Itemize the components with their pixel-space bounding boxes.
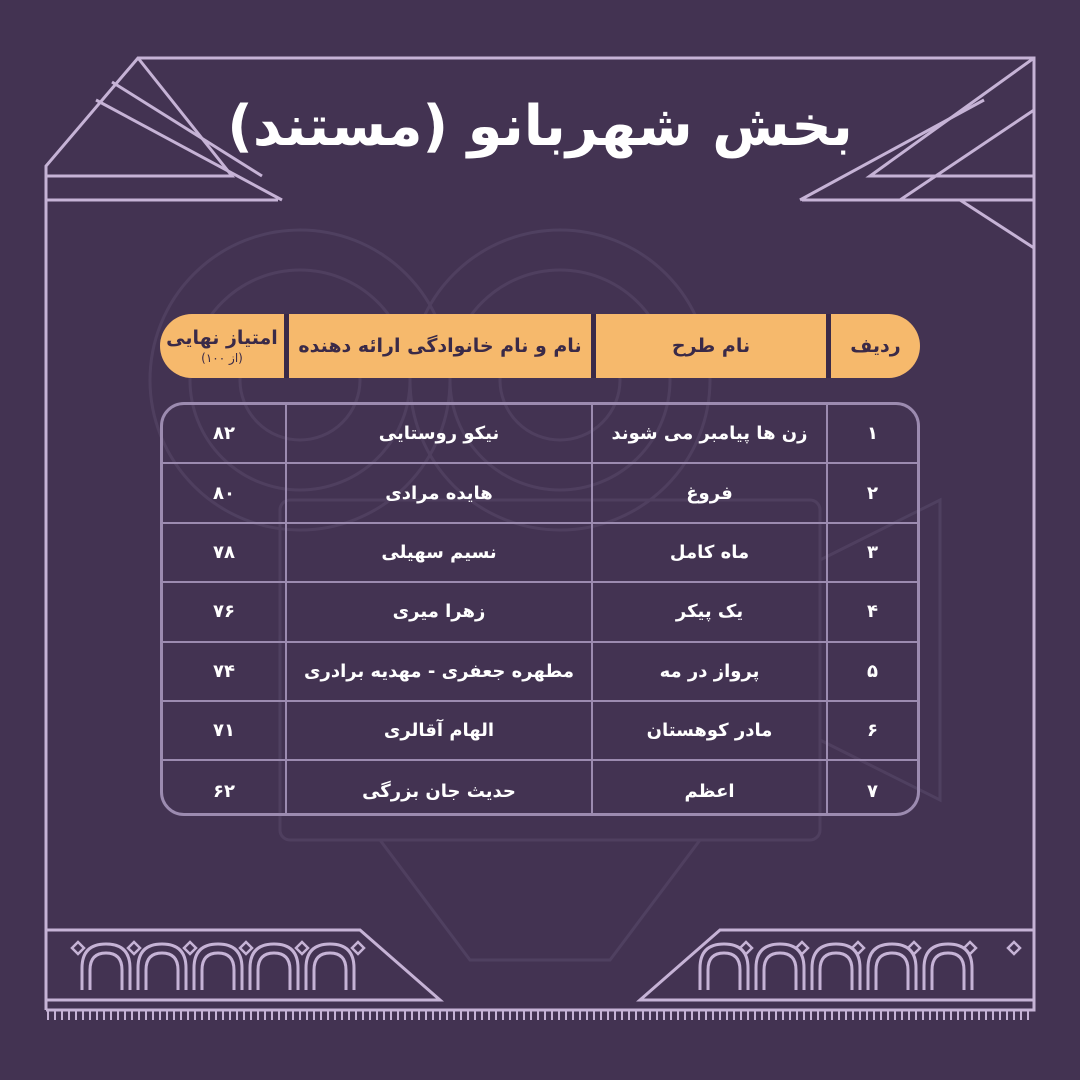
- cell-name: حدیث جان بزرگی: [285, 761, 591, 816]
- header-rank: ردیف: [850, 335, 901, 357]
- cell-plan: یک پیکر: [591, 583, 826, 640]
- cell-name: نیکو روستایی: [285, 405, 591, 462]
- cell-name: زهرا میری: [285, 583, 591, 640]
- cell-rank: ۱: [826, 405, 917, 462]
- table-row: [163, 583, 917, 642]
- cell-name: مطهره جعفری - مهدیه برادری: [285, 643, 591, 700]
- cell-plan: زن ها پیامبر می شوند: [591, 405, 826, 462]
- cell-plan: فروغ: [591, 464, 826, 521]
- cell-rank: ۳: [826, 524, 917, 581]
- header-plan: نام طرح: [671, 335, 751, 357]
- table-header: [160, 314, 920, 378]
- cell-score: ۶۲: [213, 780, 235, 802]
- cell-rank: ۶: [826, 702, 917, 759]
- results-table: [160, 402, 920, 816]
- table-row: [163, 761, 917, 816]
- table-row: [163, 702, 917, 761]
- table-row: [163, 405, 917, 464]
- cell-rank: ۵: [826, 643, 917, 700]
- cell-name: الهام آقالری: [285, 702, 591, 759]
- cell-name: نسیم سهیلی: [285, 524, 591, 581]
- header-score-label: امتیاز نهایی: [166, 327, 278, 349]
- cell-plan: اعظم: [591, 761, 826, 816]
- cell-plan: مادر کوهستان: [591, 702, 826, 759]
- header-score-sub: (از ۱۰۰): [201, 351, 243, 365]
- page-title: بخش شهربانو (مستند): [227, 94, 853, 159]
- cell-score: ۷۱: [213, 720, 235, 742]
- cell-score: ۷۸: [213, 541, 235, 563]
- cell-rank: ۴: [826, 583, 917, 640]
- cell-score: ۸۲: [213, 423, 235, 445]
- cell-rank: ۷: [826, 761, 917, 816]
- cell-score: ۸۰: [213, 482, 235, 504]
- cell-score: ۷۶: [213, 601, 235, 623]
- cell-plan: ماه کامل: [591, 524, 826, 581]
- table-row: [163, 643, 917, 702]
- table-row: [163, 524, 917, 583]
- header-score: [160, 314, 284, 378]
- cell-score: ۷۴: [213, 660, 235, 682]
- cell-name: هایده مرادی: [285, 464, 591, 521]
- cell-rank: ۲: [826, 464, 917, 521]
- header-name: نام و نام خانوادگی ارائه دهنده: [298, 335, 582, 357]
- cell-plan: پرواز در مه: [591, 643, 826, 700]
- table-row: [163, 464, 917, 523]
